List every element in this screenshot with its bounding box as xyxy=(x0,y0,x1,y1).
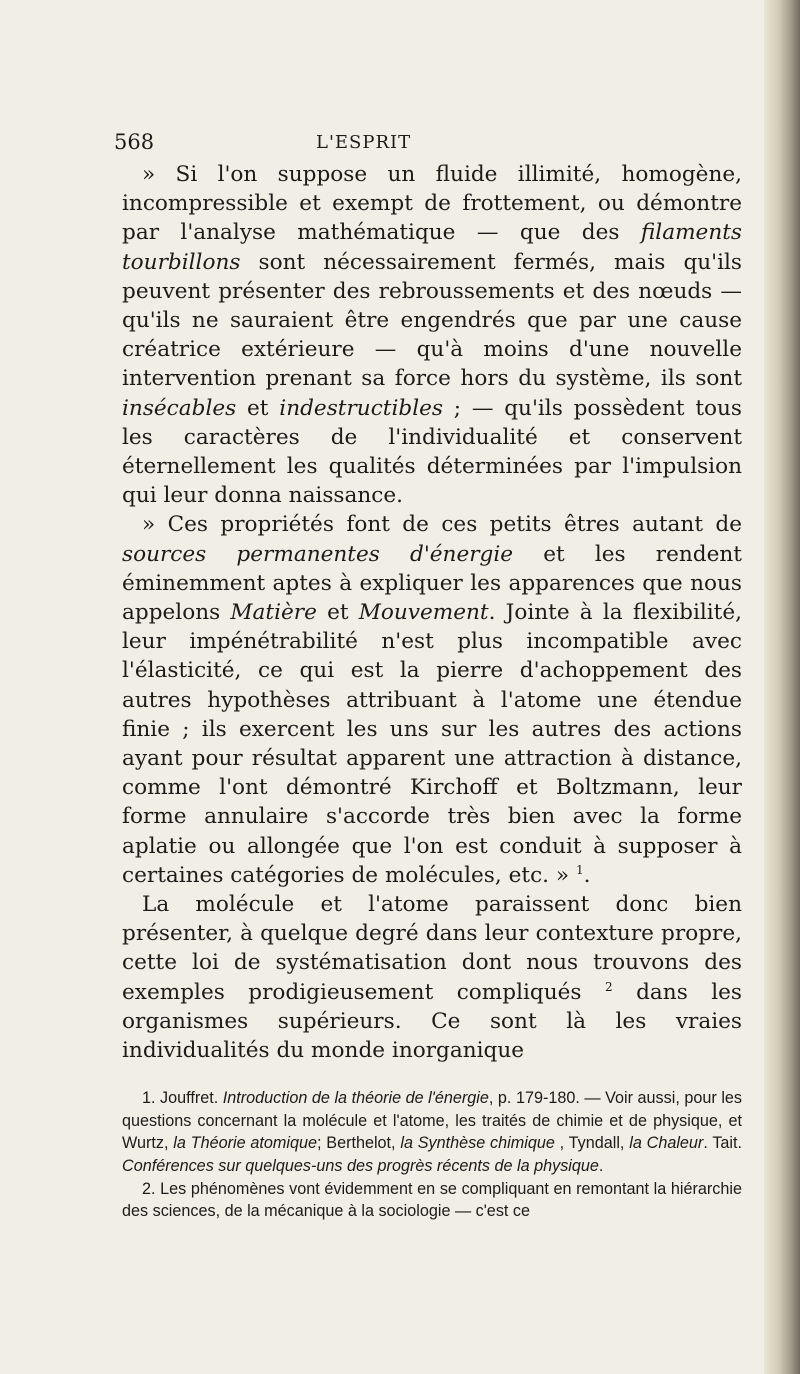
footnote-ref-2: 2 xyxy=(604,979,613,994)
footnotes xyxy=(122,1087,742,1223)
book-page xyxy=(114,126,743,1223)
page-number: 568 xyxy=(114,130,155,154)
main-text xyxy=(122,160,742,1065)
running-head xyxy=(114,126,742,160)
paragraph-quote-properties: » Ces propriétés font de ces petits êtres autant de sources permanentes d'énergie et les rendent éminemment aptes à expliquer les apparences que nous appelons Matière et Mouvement. Jointe à la flexibilité, leur impénétrabilité n'est plus incompatible avec l'élasticité, ce qui est la pierre d'achoppement des autres hypothèses attribuant à l'atome une étendue finie ; ils exercent les uns sur les autres des actions ayant pour résultat apparent une attraction à distance, comme l'ont démontré Kirchoff et Boltzmann, leur forme annulaire s'accorde très bien avec la forme aplatie ou allongée que l'on est conduit à supposer à certaines catégories de molécules, etc. » $^1$. xyxy=(122,512,743,888)
footnote-1: 1. Jouffret. Introduction de la théorie de l'énergie, p. 179-180. — Voir aussi, pour les questions concernant la molécule et l'atome, les traités de chimie et de physique, et Wurtz, la Théorie atomique; Berthelot, la Synthèse chimique , Tyndall, la Chaleur. Tait. Conférences sur quelques-uns des progrès récents de la physique. xyxy=(122,1089,743,1176)
footnote-2: 2. Les phénomènes vont évidemment en se compliquant en remontant la hiérarchie des sciences, de la mécanique à la sociologie — c'est ce xyxy=(122,1179,742,1221)
paragraph-molecule-atom: La molécule et l'atome paraissent donc bien présenter, à quelque degré dans leur contexture propre, cette loi de systématisation dont nous trouvons des exemples prodigieusement compliqués $^2$ dans les organismes supérieurs. Ce sont là les vraies individualités du monde inorganique xyxy=(122,892,742,1064)
running-title: L'ESPRIT xyxy=(316,132,412,153)
page-binding-edge xyxy=(764,0,800,1374)
paragraph-quote-vortex: » Si l'on suppose un fluide illimité, homogène, incompressible et exempt de frottement, ou démontre par l'analyse mathématique — que des filaments tourbillons sont nécessairement fermés, mais qu'ils peuvent présenter des rebroussements et des nœuds — qu'ils ne sauraient être engendrés que par une cause créatrice extérieure — qu'à moins d'une nouvelle intervention prenant sa force hors du système, ils sont insécables et indestructibles ; — qu'ils possèdent tous les caractères de l'individualité et conservent éternellement les qualités déterminées par l'impulsion qui leur donna naissance. xyxy=(122,162,743,509)
footnote-ref-1: 1 xyxy=(575,862,584,877)
